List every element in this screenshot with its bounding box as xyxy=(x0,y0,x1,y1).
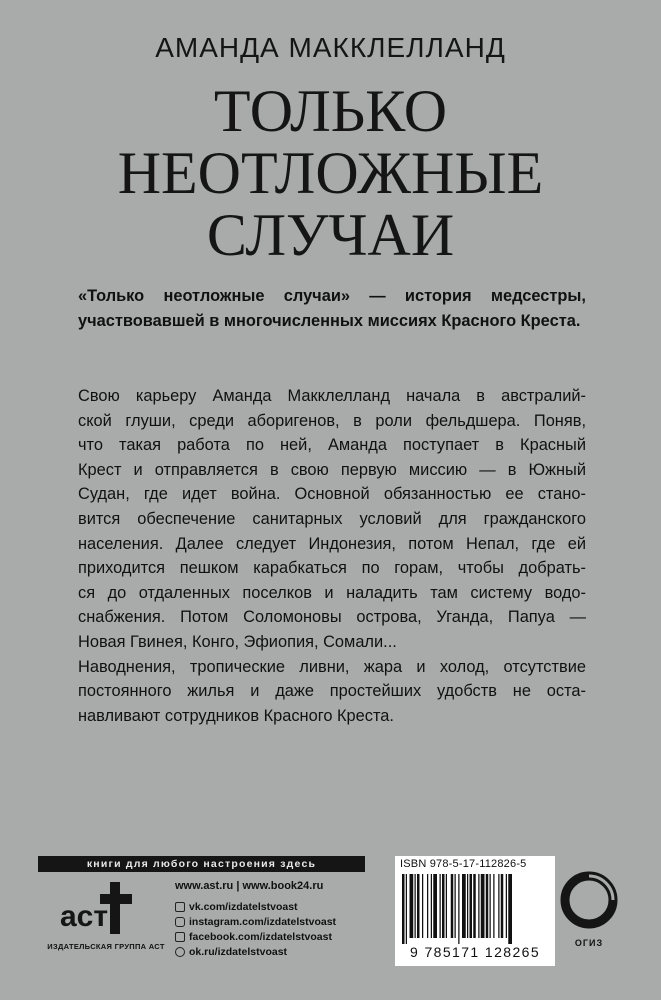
barcode-bar xyxy=(467,874,468,938)
odnoklassniki-icon xyxy=(175,947,185,957)
description-line: Крест и отправляется в свою первую миссию — в Южный xyxy=(78,460,586,479)
barcode-bar xyxy=(470,874,473,938)
barcode-bar xyxy=(462,874,466,938)
barcode-bar xyxy=(415,874,416,938)
social-link-facebook[interactable] xyxy=(175,930,336,944)
ogiz-logo-text: ОГИЗ xyxy=(574,938,604,948)
description-line: навливают сотрудников Красного Креста. xyxy=(78,706,394,725)
description-line: Судан, где идет война. Основной обязанностью ее стано- xyxy=(78,485,586,504)
title-line: НЕОТЛОЖНЫЕ xyxy=(117,140,544,206)
social-link-text: instagram.com/izdatelstvoast xyxy=(189,916,337,928)
barcode-bar xyxy=(458,874,459,944)
description-text xyxy=(78,384,586,728)
barcode-bar xyxy=(490,874,491,938)
barcode-bar xyxy=(433,874,437,938)
ast-logo-text: аст xyxy=(60,900,109,933)
social-link-text: facebook.com/izdatelstvoast xyxy=(189,931,332,943)
barcode-bar xyxy=(402,874,405,944)
description-line: что такая работа по ней, Аманда поступает в Красный xyxy=(78,436,586,455)
barcode-bar xyxy=(506,874,507,938)
barcode-bar xyxy=(498,874,499,938)
barcode-bar xyxy=(451,874,454,938)
description-line: ской глуши, среди аборигенов, в роли фельдшера. Поняв, xyxy=(78,411,586,430)
social-link-vk[interactable] xyxy=(175,900,336,914)
social-link-ok[interactable] xyxy=(175,945,336,959)
vk-icon xyxy=(175,902,185,912)
barcode-bar xyxy=(478,874,479,938)
facebook-icon xyxy=(175,932,185,942)
barcode-bar xyxy=(440,874,441,938)
barcode-bar xyxy=(446,874,447,938)
barcode-bar xyxy=(417,874,420,938)
slogan-banner: книги для любого настроения здесь xyxy=(38,856,365,872)
barcode-bars xyxy=(400,874,550,944)
barcode-bar xyxy=(486,874,489,938)
description-line: Новая Гвинея, Конго, Эфиопия, Сомали... xyxy=(78,632,397,651)
description-line: постоянного жилья и даже простейших удобств не оста- xyxy=(78,682,586,701)
ogiz-logo-icon xyxy=(560,866,618,936)
barcode-bar xyxy=(406,874,407,944)
ast-logo-icon xyxy=(58,880,138,940)
isbn-number: ISBN 978-5-17-112826-5 xyxy=(400,858,527,870)
barcode-bar xyxy=(508,874,512,944)
social-link-text: ok.ru/izdatelstvoast xyxy=(189,946,288,958)
description-line: вится обеспечение санитарных условий для гражданского xyxy=(78,509,586,528)
title-line: СЛУЧАИ xyxy=(206,202,455,268)
barcode-bar xyxy=(442,874,445,938)
social-link-text: vk.com/izdatelstvoast xyxy=(189,901,298,913)
lead-paragraph: «Только неотложные случаи» — история медсестры, участвовавшей в многочисленных миссиях Красного Креста. xyxy=(78,287,586,330)
social-links xyxy=(175,900,336,960)
barcode-bar xyxy=(501,874,504,938)
barcode-number: 9 785171 128265 xyxy=(410,944,540,960)
barcode-bar xyxy=(481,874,485,938)
barcode-bar xyxy=(427,874,428,938)
book-title xyxy=(0,80,661,266)
title-line: ТОЛЬКО xyxy=(213,78,448,144)
barcode-panel xyxy=(395,856,555,966)
description-line: приходится пешком карабкаться по горам, чтобы добрать- xyxy=(78,559,586,578)
description-line: снабжения. Потом Соломоновы острова, Уганда, Папуа — xyxy=(78,608,586,627)
description-line: Свою карьеру Аманда Макклелланд начала в австралий- xyxy=(78,387,586,405)
social-link-instagram[interactable] xyxy=(175,915,336,929)
author-name: АМАНДА МАККЛЕЛЛАНД xyxy=(155,32,506,63)
barcode-bar xyxy=(493,874,494,938)
barcode-bar xyxy=(422,874,423,938)
description-line: ся до отдаленных поселков и наладить там систему водо- xyxy=(78,583,586,602)
instagram-icon xyxy=(175,917,185,927)
barcode-bar xyxy=(473,874,476,938)
description-line: Наводнения, тропические ливни, жара и холод, отсутствие xyxy=(78,657,586,676)
barcode-bar xyxy=(410,874,414,938)
barcode-bar xyxy=(455,874,456,938)
websites[interactable]: www.ast.ru | www.book24.ru xyxy=(175,880,324,892)
description-line: населения. Далее следует Индонезия, потом Непал, где ей xyxy=(78,534,586,553)
publisher-imprint: ИЗДАТЕЛЬСКАЯ ГРУППА АСТ xyxy=(47,942,165,951)
barcode-bar xyxy=(431,874,432,938)
